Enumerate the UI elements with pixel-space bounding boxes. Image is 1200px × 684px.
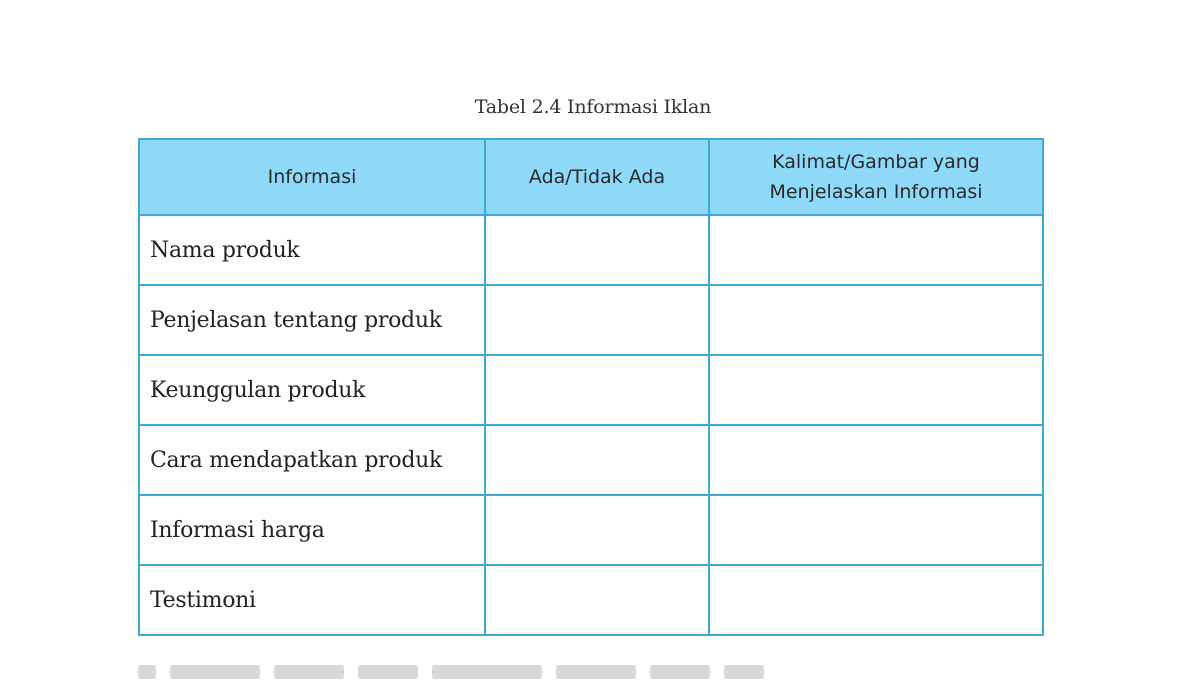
table-row: [139, 425, 1043, 495]
table-row: [139, 565, 1043, 635]
row-label: Nama produk: [139, 215, 485, 285]
header-kalimat-line1: Kalimat/Gambar yang: [772, 151, 980, 173]
cell-kalimat-gambar: [709, 285, 1043, 355]
table-row: [139, 495, 1043, 565]
table-row: [139, 355, 1043, 425]
cell-ada-tidak-ada: [485, 215, 709, 285]
header-kalimat-line2: Menjelaskan Informasi: [769, 181, 983, 203]
header-ada-tidak-ada: Ada/Tidak Ada: [485, 139, 709, 215]
row-label: Testimoni: [139, 565, 485, 635]
table-header-row: [139, 139, 1043, 215]
row-label: Keunggulan produk: [139, 355, 485, 425]
row-label: Cara mendapatkan produk: [139, 425, 485, 495]
cell-kalimat-gambar: [709, 565, 1043, 635]
row-label: Penjelasan tentang produk: [139, 285, 485, 355]
header-informasi: Informasi: [139, 139, 485, 215]
cell-ada-tidak-ada: [485, 425, 709, 495]
cell-ada-tidak-ada: [485, 355, 709, 425]
row-label: Informasi harga: [139, 495, 485, 565]
cell-ada-tidak-ada: [485, 565, 709, 635]
cut-off-text-line: [138, 664, 898, 684]
cell-kalimat-gambar: [709, 355, 1043, 425]
table-row: [139, 285, 1043, 355]
header-kalimat-gambar: [709, 139, 1043, 215]
cell-kalimat-gambar: [709, 425, 1043, 495]
cell-kalimat-gambar: [709, 215, 1043, 285]
information-table: [138, 138, 1044, 636]
table-row: [139, 215, 1043, 285]
cell-ada-tidak-ada: [485, 285, 709, 355]
cell-ada-tidak-ada: [485, 495, 709, 565]
table-caption: Tabel 2.4 Informasi Iklan: [474, 96, 712, 118]
cell-kalimat-gambar: [709, 495, 1043, 565]
